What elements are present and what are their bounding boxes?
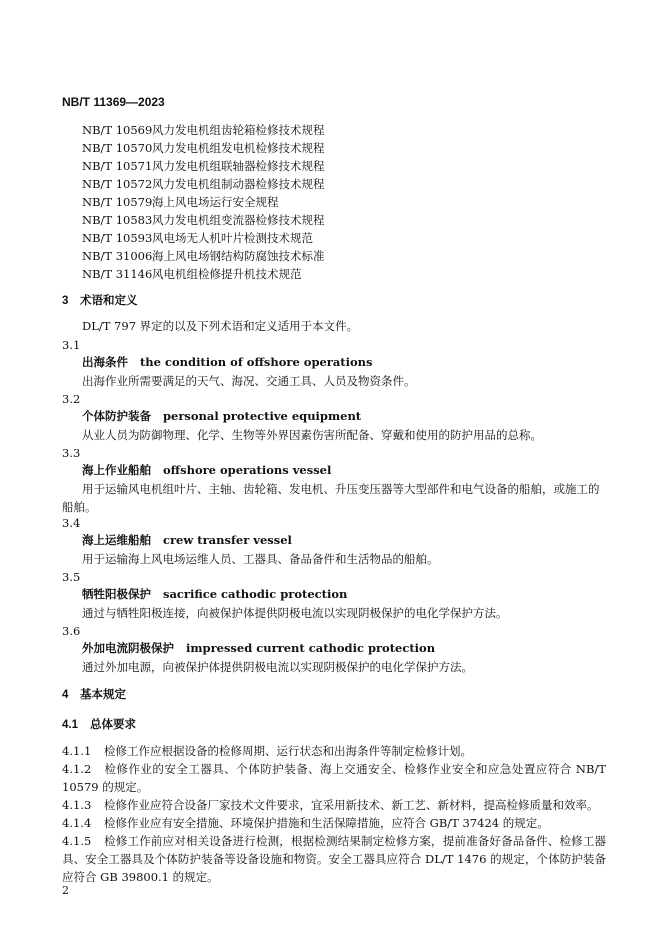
reference-item: NB/T 31146风电机组检修提升机技术规范 xyxy=(82,267,302,281)
clause: 4.1.2 检修作业的安全工器具、个体防护装备、海上交通安全、检修作业安全和应急处置应符合 NB/T 10579 的规定。 xyxy=(62,762,606,794)
clause: 4.1.1 检修工作应根据设备的检修周期、运行状态和出海条件等制定检修计划。 xyxy=(62,744,472,758)
reference-item: NB/T 31006海上风电场钢结构防腐蚀技术标准 xyxy=(82,249,325,263)
term-number: 3.1 xyxy=(62,338,81,352)
reference-item: NB/T 10569风力发电机组齿轮箱检修技术规程 xyxy=(82,123,325,137)
reference-item: NB/T 10570风力发电机组发电机检修技术规程 xyxy=(82,141,325,155)
term-title: 海上作业船舶 offshore operations vessel xyxy=(82,463,332,477)
term-number: 3.4 xyxy=(62,516,81,530)
term-title: 个体防护装备 personal protective equipment xyxy=(82,409,362,423)
page-number: 2 xyxy=(62,884,69,897)
reference-item: NB/T 10583风力发电机组变流器检修技术规程 xyxy=(82,213,325,227)
term-title: 海上运维船舶 crew transfer vessel xyxy=(82,533,292,547)
section-intro: DL/T 797 界定的以及下列术语和定义适用于本文件。 xyxy=(82,319,359,333)
clause: 4.1.4 检修作业应有安全措施、环境保护措施和生活保障措施，应符合 GB/T 37424 的规定。 xyxy=(62,816,549,830)
term-title: 外加电流阴极保护 impressed current cathodic protection xyxy=(82,641,436,655)
clause: 4.1.3 检修作业应符合设备厂家技术文件要求，宜采用新技术、新工艺、新材料，提高检修质量和效率。 xyxy=(62,798,599,812)
term-title: 牺牲阳极保护 sacrifice cathodic protection xyxy=(82,587,348,601)
reference-item: NB/T 10572风力发电机组制动器检修技术规程 xyxy=(82,177,325,191)
reference-item: NB/T 10593风电场无人机叶片检测技术规范 xyxy=(82,231,313,245)
reference-item: NB/T 10579海上风电场运行安全规程 xyxy=(82,195,279,209)
term-number: 3.5 xyxy=(62,570,81,584)
term-definition: 出海作业所需要满足的天气、海况、交通工具、人员及物资条件。 xyxy=(82,374,416,388)
term-definition: 从业人员为防御物理、化学、生物等外界因素伤害所配备、穿戴和使用的防护用品的总称。 xyxy=(82,428,542,442)
subsection-heading: 4.1 总体要求 xyxy=(62,719,136,731)
term-definition: 用于运输海上风电场运维人员、工器具、备品备件和生活物品的船舶。 xyxy=(82,552,439,566)
term-number: 3.3 xyxy=(62,446,81,460)
term-title: 出海条件 the condition of offshore operations xyxy=(82,355,373,369)
term-definition: 用于运输风电机组叶片、主轴、齿轮箱、发电机、升压变压器等大型部件和电气设备的船舶，或施工的船舶。 xyxy=(62,482,600,514)
term-definition: 通过外加电源，向被保护体提供阴极电流以实现阴极保护的电化学保护方法。 xyxy=(82,660,473,674)
clause: 4.1.5 检修工作前应对相关设备进行检测，根据检测结果制定检修方案，提前准备好备品备件、检修工器具、安全工器具及个体防护装备等设备设施和物资。安全工器具应符合 DL/T 1476 的规定，个体防护装备应符合 GB 39800.1 的规定。 xyxy=(62,834,606,884)
term-number: 3.2 xyxy=(62,392,81,406)
term-definition: 通过与牺牲阳极连接，向被保护体提供阴极电流以实现阴极保护的电化学保护方法。 xyxy=(82,606,508,620)
normative-reference-list xyxy=(82,121,325,283)
section-heading-terms: 3 术语和定义 xyxy=(62,295,138,307)
reference-item: NB/T 10571风力发电机组联轴器检修技术规程 xyxy=(82,159,325,173)
section-heading-basic: 4 基本规定 xyxy=(62,689,126,701)
standard-header: NB/T 11369—2023 xyxy=(62,95,165,109)
term-number: 3.6 xyxy=(62,624,81,638)
